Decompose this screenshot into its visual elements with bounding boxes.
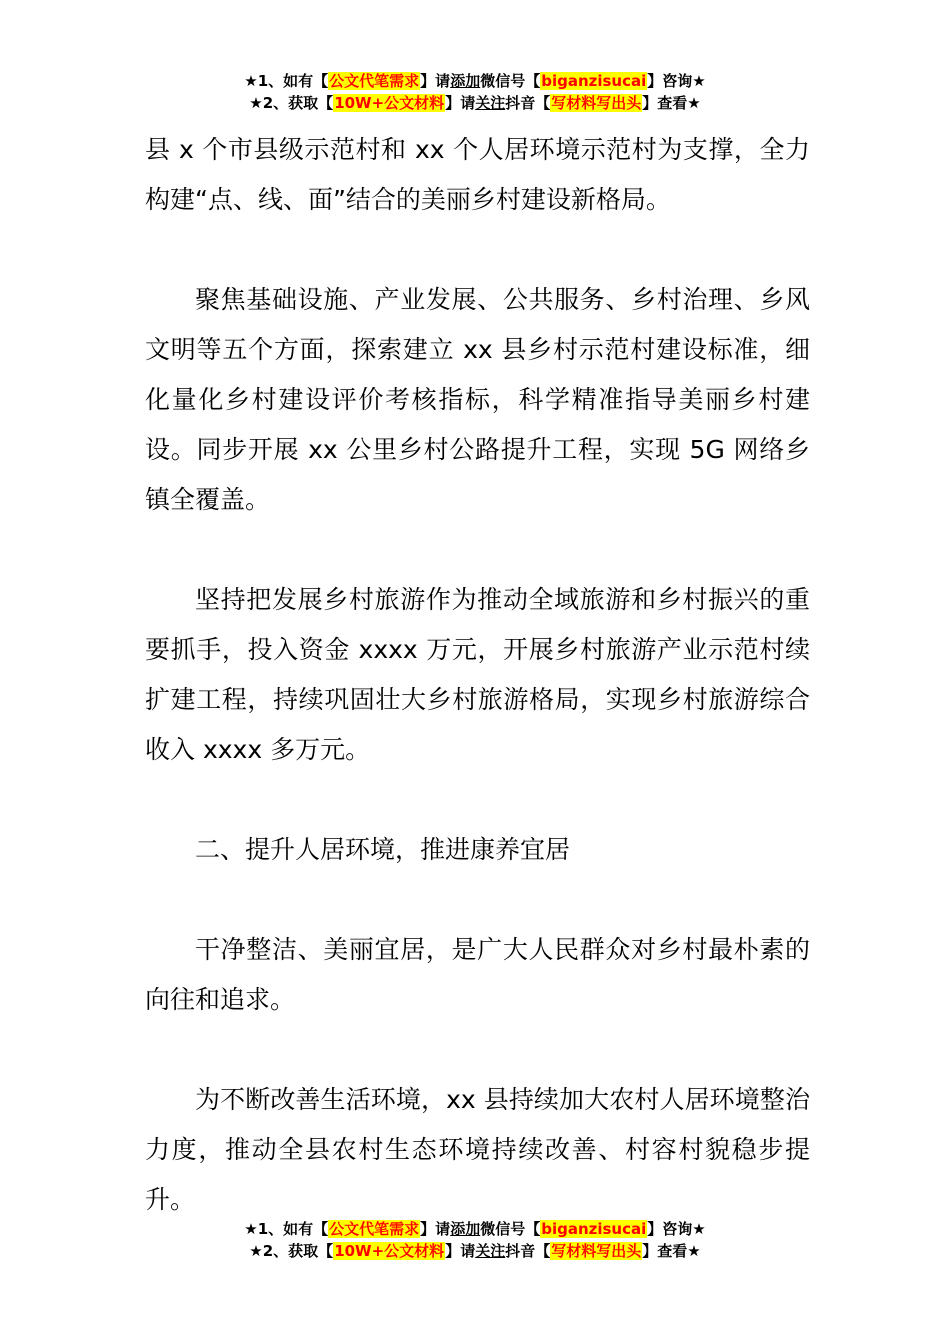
banner-line-1 xyxy=(0,70,950,92)
highlight-text: 10W+公文材料 xyxy=(334,1242,445,1260)
banner-text: ★1、如有【 xyxy=(244,72,329,90)
paragraph: 聚焦基础设施、产业发展、公共服务、乡村治理、乡风文明等五个方面，探索建立 xx 县乡村示范村建设标准，细化量化乡村建设评价考核指标，科学精准指导美丽乡村建设。同步开展 xx 公里乡村公路提升工程，实现 5G 网络乡镇全覆盖。 xyxy=(145,285,810,514)
underlined-text: 关注 xyxy=(475,94,506,112)
banner-line-2 xyxy=(0,92,950,114)
banner-text: 】请 xyxy=(420,1220,451,1238)
banner-text: 】查看★ xyxy=(642,94,701,112)
douyin-id: 写材料写出头 xyxy=(551,94,642,112)
highlight-text: 10W+公文材料 xyxy=(334,94,445,112)
banner-line-2 xyxy=(0,1240,950,1262)
paragraph: 为不断改善生活环境，xx 县持续加大农村人居环境整治力度，推动全县农村生态环境持续改善、村容村貌稳步提升。 xyxy=(145,1085,810,1214)
banner-text: 】请 xyxy=(445,1242,476,1260)
banner-text: 】请 xyxy=(445,94,476,112)
highlight-text: 公文代笔需求 xyxy=(329,72,420,90)
banner-text: ★2、获取【 xyxy=(249,94,334,112)
section-heading: 二、提升人居环境，推进康养宜居 xyxy=(195,835,571,864)
paragraph: 县 x 个市县级示范村和 xx 个人居环境示范村为支撑，全力构建“点、线、面”结合的美丽乡村建设新格局。 xyxy=(145,135,810,214)
banner-text: ★1、如有【 xyxy=(244,1220,329,1238)
wechat-id: biganzisucai xyxy=(541,1220,647,1238)
underlined-text: 关注 xyxy=(475,1242,506,1260)
banner-text: 抖音【 xyxy=(505,1242,551,1260)
banner-text: ★2、获取【 xyxy=(249,1242,334,1260)
banner-text: 】咨询★ xyxy=(647,72,706,90)
footer-banner xyxy=(0,1218,950,1262)
header-banner xyxy=(0,70,950,114)
paragraph: 干净整洁、美丽宜居，是广大人民群众对乡村最朴素的向往和追求。 xyxy=(145,935,810,1014)
highlight-text: 公文代笔需求 xyxy=(329,1220,420,1238)
underlined-text: 添加 xyxy=(450,1220,481,1238)
banner-text: 】咨询★ xyxy=(647,1220,706,1238)
banner-line-1 xyxy=(0,1218,950,1240)
banner-text: 】查看★ xyxy=(642,1242,701,1260)
banner-text: 微信号【 xyxy=(480,1220,541,1238)
banner-text: 】请 xyxy=(420,72,451,90)
document-body xyxy=(145,125,810,1225)
banner-text: 微信号【 xyxy=(480,72,541,90)
wechat-id: biganzisucai xyxy=(541,72,647,90)
douyin-id: 写材料写出头 xyxy=(551,1242,642,1260)
banner-text: 抖音【 xyxy=(505,94,551,112)
paragraph: 坚持把发展乡村旅游作为推动全域旅游和乡村振兴的重要抓手，投入资金 xxxx 万元，开展乡村旅游产业示范村续扩建工程，持续巩固壮大乡村旅游格局，实现乡村旅游综合收入 xxxx 多万元。 xyxy=(145,585,810,764)
underlined-text: 添加 xyxy=(450,72,481,90)
